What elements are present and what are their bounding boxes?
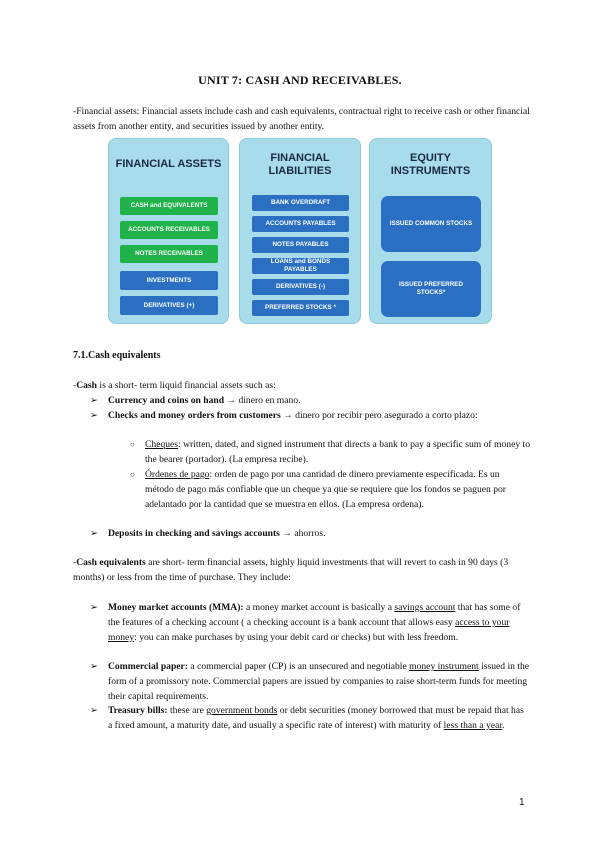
cp-text: a commercial paper (CP) is an unsecured and negotiable: [188, 661, 410, 672]
cash-item-text: → ahorros.: [279, 528, 326, 539]
arrow-bullet-icon: ➢: [90, 410, 99, 421]
tb-text: or debt securities (money borrowed that must be repaid that has a fixed amount, a maturity date, and usually a specific rate of interest) with maturity of: [108, 705, 524, 731]
mma-term: Money market accounts (MMA):: [108, 602, 244, 613]
cp-text: issued in the form of a promissory note. Commercial papers are issued by companies to raise short-term funds for meeting their capital requirements.: [108, 661, 530, 702]
cash-term: Cash: [76, 380, 97, 391]
cash-equivalents-text: are short- term financial assets, highly liquid investments that will revert to cash in 90 days (3 months) or less from the time of purchase. They include:: [73, 557, 509, 583]
mma-link-access: access to your money: [108, 617, 510, 643]
asset-item: CASH and EQUIVALENTS: [120, 197, 218, 215]
circle-bullet-icon: ○: [130, 440, 135, 449]
tb-link-bonds: government bonds: [206, 705, 278, 716]
arrow-bullet-icon: ➢: [90, 705, 99, 716]
ordenes-text: : orden de pago por una cantidad de dinero previamente especificada. Es un método de pago más confiable que un cheque ya que se requiere que los fondos se paguen por adelantado por la cantidad que se muestra en ellos. (La empresa ordena).: [145, 469, 506, 510]
cash-lead: [73, 378, 276, 393]
arrow-bullet-icon: ➢: [90, 661, 99, 672]
equity-instruments-title-line2: INSTRUMENTS: [390, 165, 471, 177]
equity-instruments-title: [370, 152, 491, 178]
asset-item: DERIVATIVES (+): [120, 296, 218, 315]
tb-link-year: less than a year: [443, 720, 503, 731]
cash-equivalents-paragraph: [73, 555, 529, 585]
liability-item: LOANS and BONDS PAYABLES: [252, 258, 349, 274]
equity-item: ISSUED COMMON STOCKS: [381, 196, 481, 252]
liability-item: BANK OVERDRAFT: [252, 195, 349, 211]
financial-liabilities-title-line1: FINANCIAL: [270, 152, 330, 164]
circle-bullet-icon: ○: [130, 470, 135, 479]
cash-item-bold: Checks and money orders from customers: [108, 410, 281, 421]
financial-liabilities-title: [240, 152, 360, 178]
cash-item-bold: Currency and coins on hand: [108, 395, 225, 406]
financial-instruments-diagram: [108, 138, 492, 326]
mma-text: that has some of the features of a checking account ( a checking account is a bank account that allows easy: [108, 602, 521, 628]
cash-item-bold: Deposits in checking and savings accounts: [108, 528, 280, 539]
tb-text: .: [502, 720, 505, 731]
asset-item: NOTES RECEIVABLES: [120, 245, 218, 263]
dash: -: [73, 557, 77, 568]
cp-term: Commercial paper:: [108, 661, 189, 672]
equity-instruments-column: [369, 138, 492, 324]
liability-item: PREFERRED STOCKS *: [252, 300, 349, 316]
tb-term: Treasury bills:: [108, 705, 168, 716]
equity-instruments-title-line1: EQUITY: [410, 152, 451, 164]
financial-liabilities-column: [239, 138, 361, 324]
cash-item-text: → dinero por recibir pero asegurado a corto plazo:: [280, 410, 478, 421]
financial-assets-column: [108, 138, 229, 324]
financial-assets-title: FINANCIAL ASSETS: [115, 158, 222, 170]
cheques-term: Cheques: [145, 439, 179, 450]
arrow-bullet-icon: ➢: [90, 395, 99, 406]
arrow-bullet-icon: ➢: [90, 602, 99, 613]
page-number: 1: [519, 797, 525, 808]
intro-paragraph: -Financial assets: Financial assets include cash and cash equivalents, contractual right to receive cash or other financial assets from another entity, and securities issued by another entity.: [73, 106, 530, 132]
page-title: UNIT 7: CASH AND RECEIVABLES.: [198, 73, 402, 87]
liability-item: NOTES PAYABLES: [252, 237, 349, 253]
cheques-text: : written, dated, and signed instrument that directs a bank to pay a specific sum of money to the bearer (portador). (La empresa recibe).: [145, 439, 530, 465]
ordenes-term: Órdenes de pago: [145, 469, 210, 480]
cash-equivalents-term: Cash equivalents: [76, 557, 146, 568]
liability-item: DERIVATIVES (-): [252, 279, 349, 295]
section-heading: 7.1.Cash equivalents: [73, 350, 161, 361]
mma-text: : you can make purchases by using your debit card or checks) but with less freedom.: [134, 632, 459, 643]
cash-lead-text: is a short- term liquid financial assets such as:: [97, 380, 276, 391]
liability-item: ACCOUNTS PAYABLES: [252, 216, 349, 232]
asset-item: INVESTMENTS: [120, 271, 218, 290]
equity-item: ISSUED PREFERRED STOCKS*: [381, 261, 481, 317]
cash-item-text: → dinero en mano.: [224, 395, 301, 406]
mma-link-savings: savings account: [394, 602, 456, 613]
arrow-bullet-icon: ➢: [90, 528, 99, 539]
tb-text: these are: [167, 705, 207, 716]
cp-link-money: money instrument: [409, 661, 479, 672]
mma-text: a money market account is basically a: [243, 602, 395, 613]
asset-item: ACCOUNTS RECEIVABLES: [120, 221, 218, 239]
financial-liabilities-title-line2: LIABILITIES: [268, 165, 332, 177]
dash: -: [73, 380, 77, 391]
